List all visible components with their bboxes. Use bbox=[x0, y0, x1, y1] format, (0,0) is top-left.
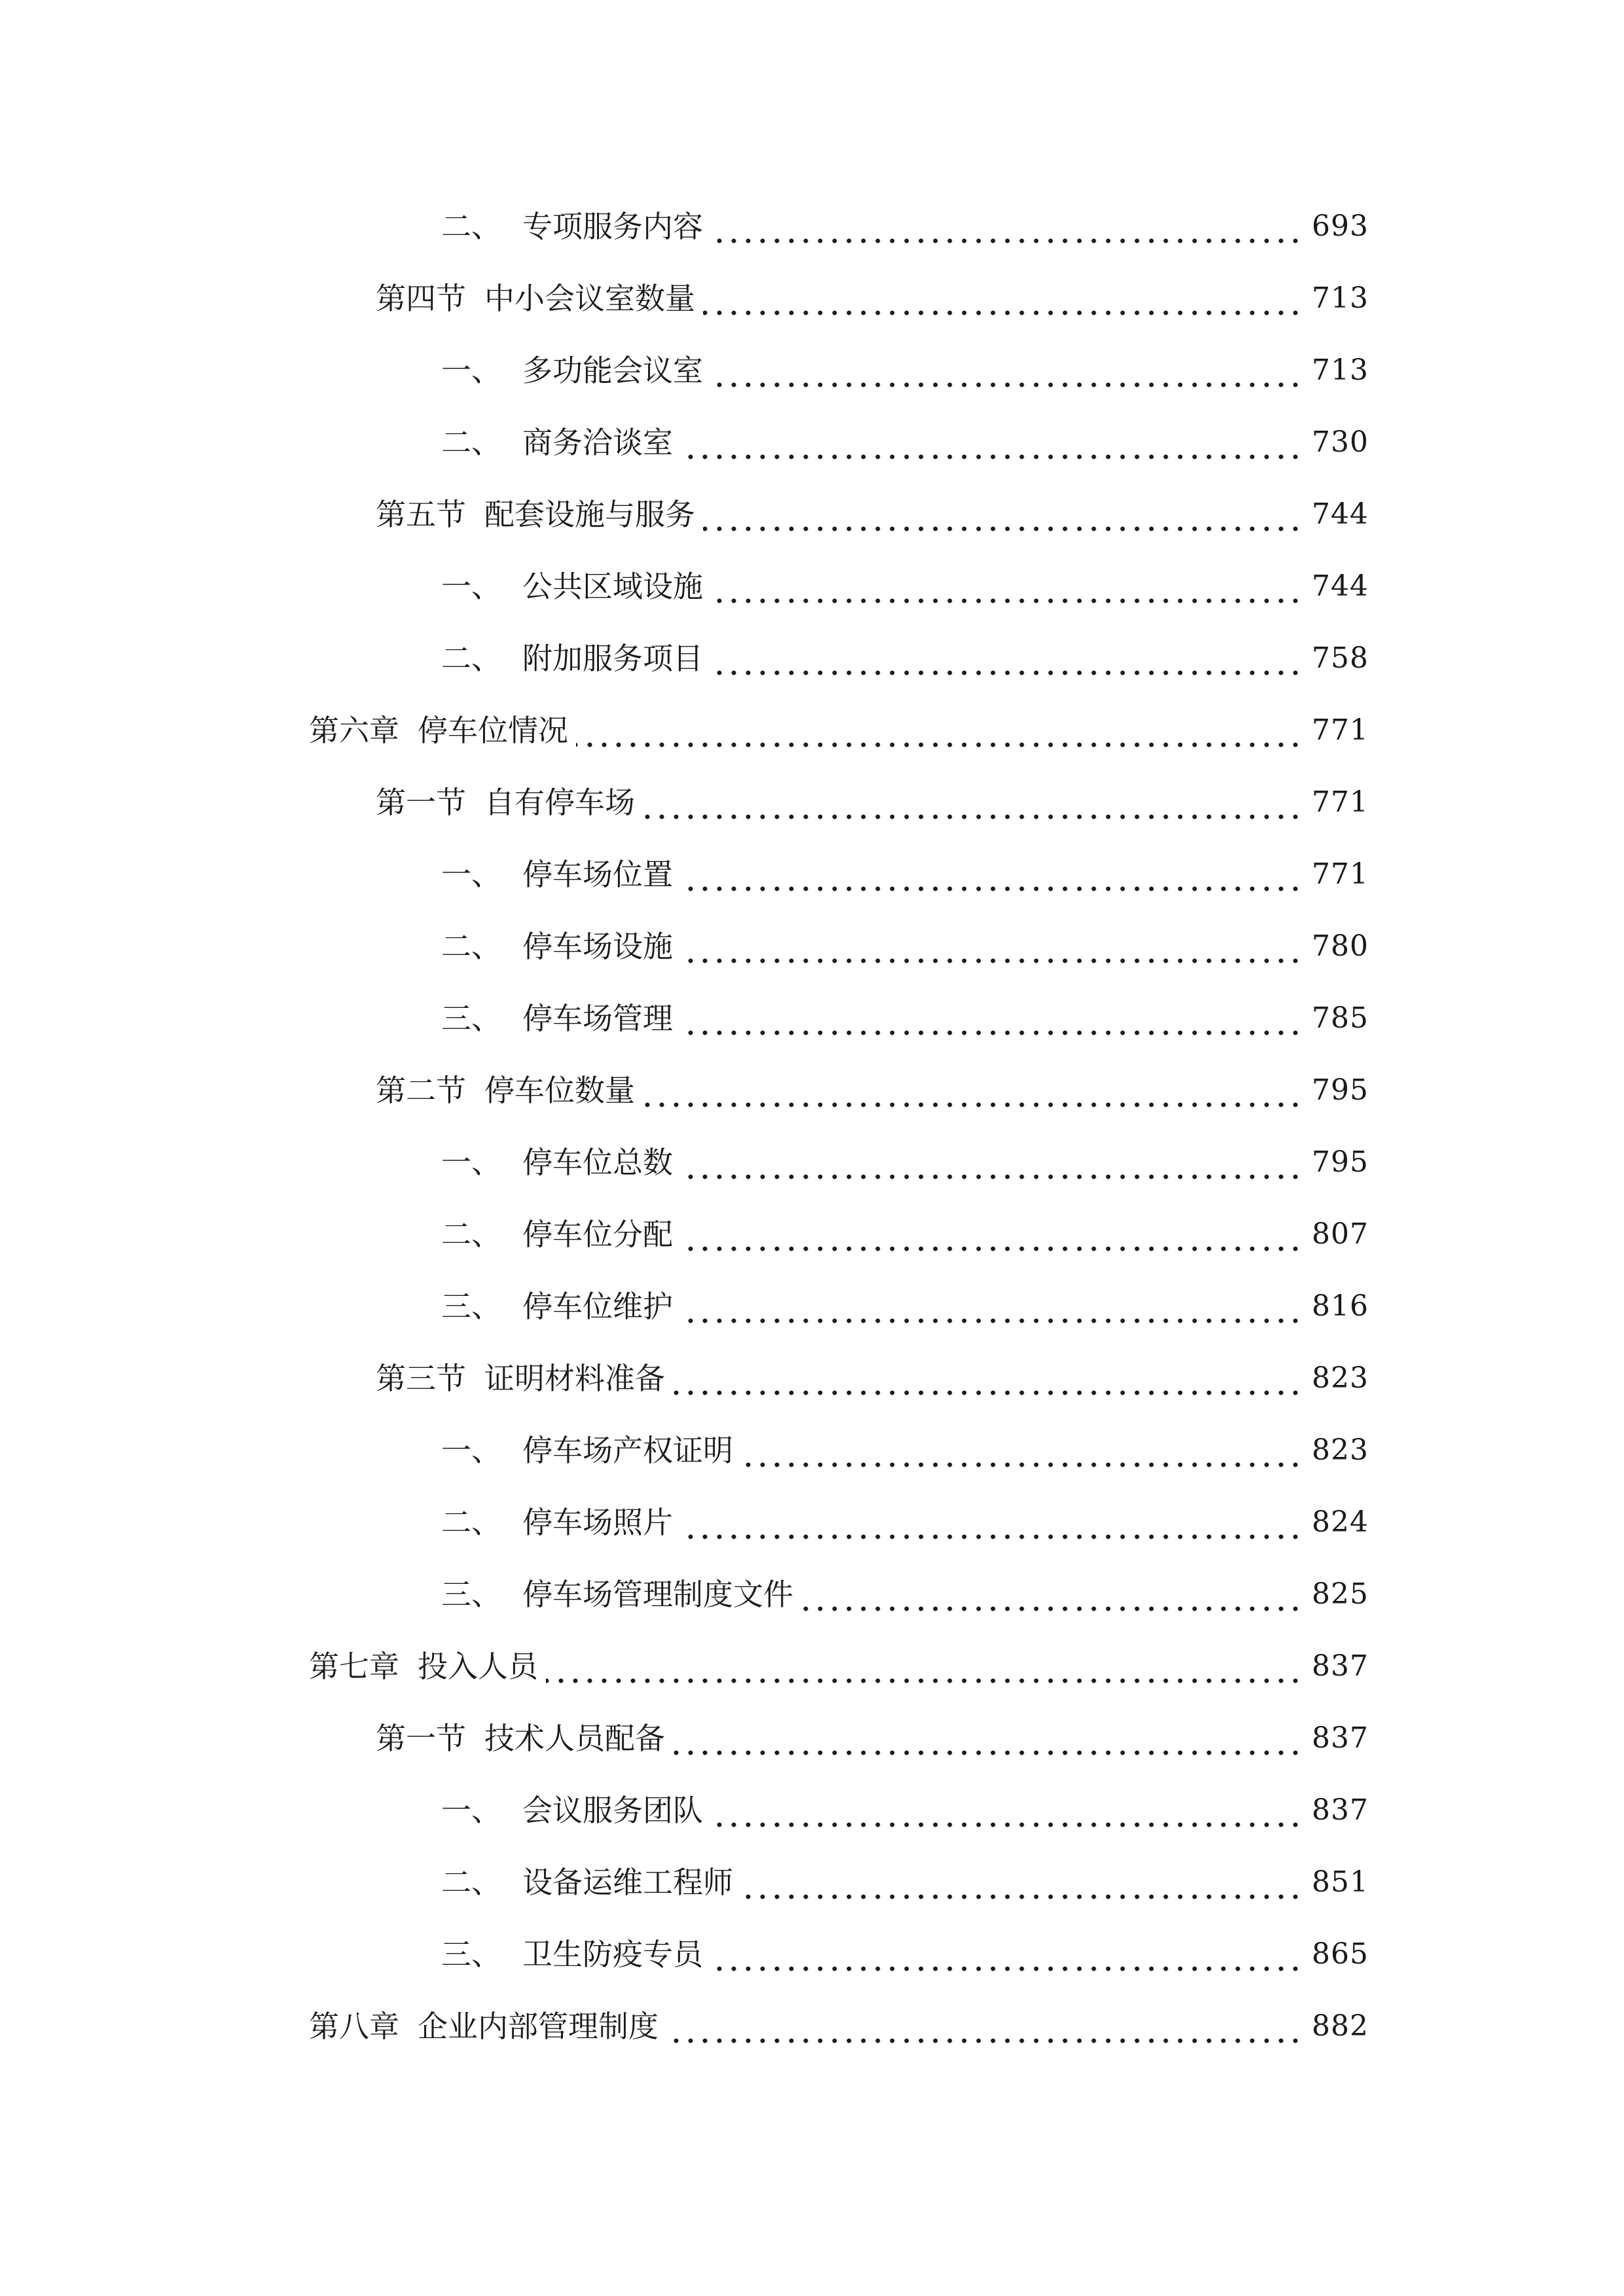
dot-leader bbox=[643, 776, 1303, 829]
toc-entry-page: 795 bbox=[1312, 1145, 1369, 1179]
toc-entry-title: 企业内部管理制度 bbox=[418, 2009, 659, 2044]
dot-leader bbox=[711, 200, 1303, 253]
toc-entry[interactable] bbox=[441, 1280, 1369, 1333]
toc-entry-number: 一、 bbox=[441, 1433, 501, 1468]
toc-entry-title: 停车位总数 bbox=[522, 1145, 673, 1180]
toc-entry-title: 技术人员配备 bbox=[484, 1721, 665, 1756]
toc-entry-number: 一、 bbox=[441, 857, 501, 892]
toc-entry-page: 785 bbox=[1312, 1001, 1369, 1035]
toc-entry-title: 附加服务项目 bbox=[522, 641, 703, 676]
dot-leader bbox=[681, 992, 1303, 1045]
toc-entry-number: 第三节 bbox=[376, 1361, 466, 1396]
toc-entry-title: 证明材料准备 bbox=[484, 1361, 665, 1396]
toc-entry-title: 停车位维护 bbox=[522, 1289, 673, 1324]
toc-entry-title: 卫生防疫专员 bbox=[522, 1937, 703, 1972]
dot-leader bbox=[681, 1136, 1303, 1189]
toc-entry-title: 停车场产权证明 bbox=[522, 1433, 733, 1468]
toc-entry-number: 二、 bbox=[441, 1865, 501, 1900]
dot-leader bbox=[711, 1928, 1303, 1981]
dot-leader bbox=[576, 704, 1303, 757]
toc-entry-page: 823 bbox=[1312, 1361, 1369, 1395]
toc-entry[interactable] bbox=[376, 272, 1369, 325]
dot-leader bbox=[681, 1280, 1303, 1333]
dot-leader bbox=[673, 1712, 1303, 1765]
dot-leader bbox=[673, 1352, 1303, 1405]
toc-entry[interactable] bbox=[441, 1784, 1369, 1837]
toc-entry[interactable] bbox=[441, 992, 1369, 1045]
toc-entry-number: 第五节 bbox=[376, 497, 466, 532]
toc-entry-title: 中小会议室数量 bbox=[484, 281, 695, 316]
toc-entry[interactable] bbox=[441, 1928, 1369, 1981]
toc-entry[interactable] bbox=[441, 1496, 1369, 1549]
dot-leader bbox=[741, 1424, 1303, 1477]
toc-entry-title: 停车位数量 bbox=[484, 1073, 635, 1108]
toc-entry-number: 第一节 bbox=[376, 1721, 466, 1756]
toc-entry-number: 二、 bbox=[441, 929, 501, 964]
toc-entry-page: 795 bbox=[1312, 1073, 1369, 1107]
dot-leader bbox=[681, 1496, 1303, 1549]
toc-entry[interactable] bbox=[441, 344, 1369, 397]
toc-entry-title: 配套设施与服务 bbox=[484, 497, 695, 532]
toc-entry-title: 公共区域设施 bbox=[522, 569, 703, 604]
toc-entry-title: 投入人员 bbox=[418, 1649, 538, 1684]
dot-leader bbox=[711, 632, 1303, 685]
toc-entry[interactable] bbox=[309, 1640, 1369, 1693]
toc-entry-page: 771 bbox=[1312, 785, 1369, 819]
toc-entry-number: 第四节 bbox=[376, 281, 466, 316]
toc-entry-page: 837 bbox=[1312, 1793, 1369, 1827]
toc-entry-number: 一、 bbox=[441, 569, 501, 604]
toc-entry-number: 一、 bbox=[441, 1793, 501, 1828]
toc-entry[interactable] bbox=[376, 1712, 1369, 1765]
toc-entry[interactable] bbox=[376, 776, 1369, 829]
dot-leader bbox=[703, 488, 1303, 541]
toc-entry[interactable] bbox=[441, 1424, 1369, 1477]
toc-entry[interactable] bbox=[441, 848, 1369, 901]
toc-entry-number: 二、 bbox=[441, 209, 501, 244]
dot-leader bbox=[643, 1064, 1303, 1117]
toc-entry[interactable] bbox=[309, 2000, 1369, 2053]
toc-entry-page: 771 bbox=[1312, 857, 1369, 891]
toc-entry[interactable] bbox=[376, 488, 1369, 541]
dot-leader bbox=[681, 920, 1303, 973]
toc-entry-page: 865 bbox=[1312, 1937, 1369, 1971]
toc-entry-number: 二、 bbox=[441, 1217, 501, 1252]
toc-entry-page: 713 bbox=[1312, 281, 1369, 315]
toc-entry-title: 多功能会议室 bbox=[522, 353, 703, 388]
toc-entry-number: 一、 bbox=[441, 1145, 501, 1180]
toc-entry-page: 851 bbox=[1312, 1865, 1369, 1899]
toc-entry-number: 第七章 bbox=[309, 1649, 399, 1684]
toc-entry-title: 商务洽谈室 bbox=[522, 425, 673, 460]
toc-entry-number: 二、 bbox=[441, 425, 501, 460]
toc-entry-page: 730 bbox=[1312, 425, 1369, 459]
dot-leader bbox=[711, 560, 1303, 613]
toc-entry-number: 第二节 bbox=[376, 1073, 466, 1108]
toc-entry-page: 693 bbox=[1312, 209, 1369, 243]
toc-entry-number: 二、 bbox=[441, 641, 501, 676]
toc-entry-title: 停车位情况 bbox=[418, 713, 568, 748]
toc-entry-number: 第一节 bbox=[376, 785, 466, 820]
toc-entry-page: 816 bbox=[1312, 1289, 1369, 1323]
toc-entry[interactable] bbox=[441, 560, 1369, 613]
toc-entry-page: 882 bbox=[1312, 2009, 1369, 2043]
toc-entry-title: 停车场管理 bbox=[522, 1001, 673, 1036]
toc-entry-number: 一、 bbox=[441, 353, 501, 388]
toc-entry-page: 824 bbox=[1312, 1505, 1369, 1539]
toc-entry-page: 837 bbox=[1312, 1649, 1369, 1683]
dot-leader bbox=[711, 344, 1303, 397]
toc-entry-number: 二、 bbox=[441, 1505, 501, 1540]
toc-entry-number: 三、 bbox=[441, 1001, 501, 1036]
toc-entry-page: 713 bbox=[1312, 353, 1369, 387]
dot-leader bbox=[681, 416, 1303, 469]
dot-leader bbox=[666, 2000, 1303, 2053]
toc-entry-title: 停车场管理制度文件 bbox=[522, 1577, 793, 1612]
toc-entry[interactable] bbox=[441, 1856, 1369, 1909]
toc-entry-title: 停车场设施 bbox=[522, 929, 673, 964]
toc-entry-page: 780 bbox=[1312, 929, 1369, 963]
dot-leader bbox=[801, 1568, 1303, 1621]
toc-entry-title: 设备运维工程师 bbox=[522, 1865, 733, 1900]
toc-entry[interactable] bbox=[309, 704, 1369, 757]
toc-entry[interactable] bbox=[441, 1208, 1369, 1261]
dot-leader bbox=[681, 1208, 1303, 1261]
toc-entry-number: 第八章 bbox=[309, 2009, 399, 2044]
toc-entry-page: 771 bbox=[1312, 713, 1369, 747]
toc-entry-page: 823 bbox=[1312, 1433, 1369, 1467]
toc-entry[interactable] bbox=[376, 1352, 1369, 1405]
toc-entry[interactable] bbox=[441, 920, 1369, 973]
toc-entry-number: 三、 bbox=[441, 1289, 501, 1324]
dot-leader bbox=[711, 1784, 1303, 1837]
toc-entry-page: 807 bbox=[1312, 1217, 1369, 1251]
dot-leader bbox=[703, 272, 1303, 325]
toc-entry-title: 停车场位置 bbox=[522, 857, 673, 892]
toc-entry-page: 825 bbox=[1312, 1577, 1369, 1611]
toc-entry-title: 专项服务内容 bbox=[522, 209, 703, 244]
toc-entry-number: 三、 bbox=[441, 1577, 501, 1612]
toc-entry-number: 第六章 bbox=[309, 713, 399, 748]
dot-leader bbox=[546, 1640, 1303, 1693]
toc-entry-page: 758 bbox=[1312, 641, 1369, 675]
dot-leader bbox=[681, 848, 1303, 901]
toc-entry-title: 会议服务团队 bbox=[522, 1793, 703, 1828]
toc-entry[interactable] bbox=[441, 632, 1369, 685]
toc-entry-page: 744 bbox=[1312, 569, 1369, 603]
toc-entry-title: 停车场照片 bbox=[522, 1505, 673, 1540]
toc-entry[interactable] bbox=[441, 1568, 1369, 1621]
toc-entry-title: 自有停车场 bbox=[484, 785, 635, 820]
toc-entry[interactable] bbox=[376, 1064, 1369, 1117]
toc-entry-number: 三、 bbox=[441, 1937, 501, 1972]
dot-leader bbox=[741, 1856, 1303, 1909]
toc-entry[interactable] bbox=[441, 1136, 1369, 1189]
toc-entry[interactable] bbox=[441, 416, 1369, 469]
toc-entry-title: 停车位分配 bbox=[522, 1217, 673, 1252]
toc-entry[interactable] bbox=[441, 200, 1369, 253]
toc-entry-page: 744 bbox=[1312, 497, 1369, 531]
toc-entry-page: 837 bbox=[1312, 1721, 1369, 1755]
